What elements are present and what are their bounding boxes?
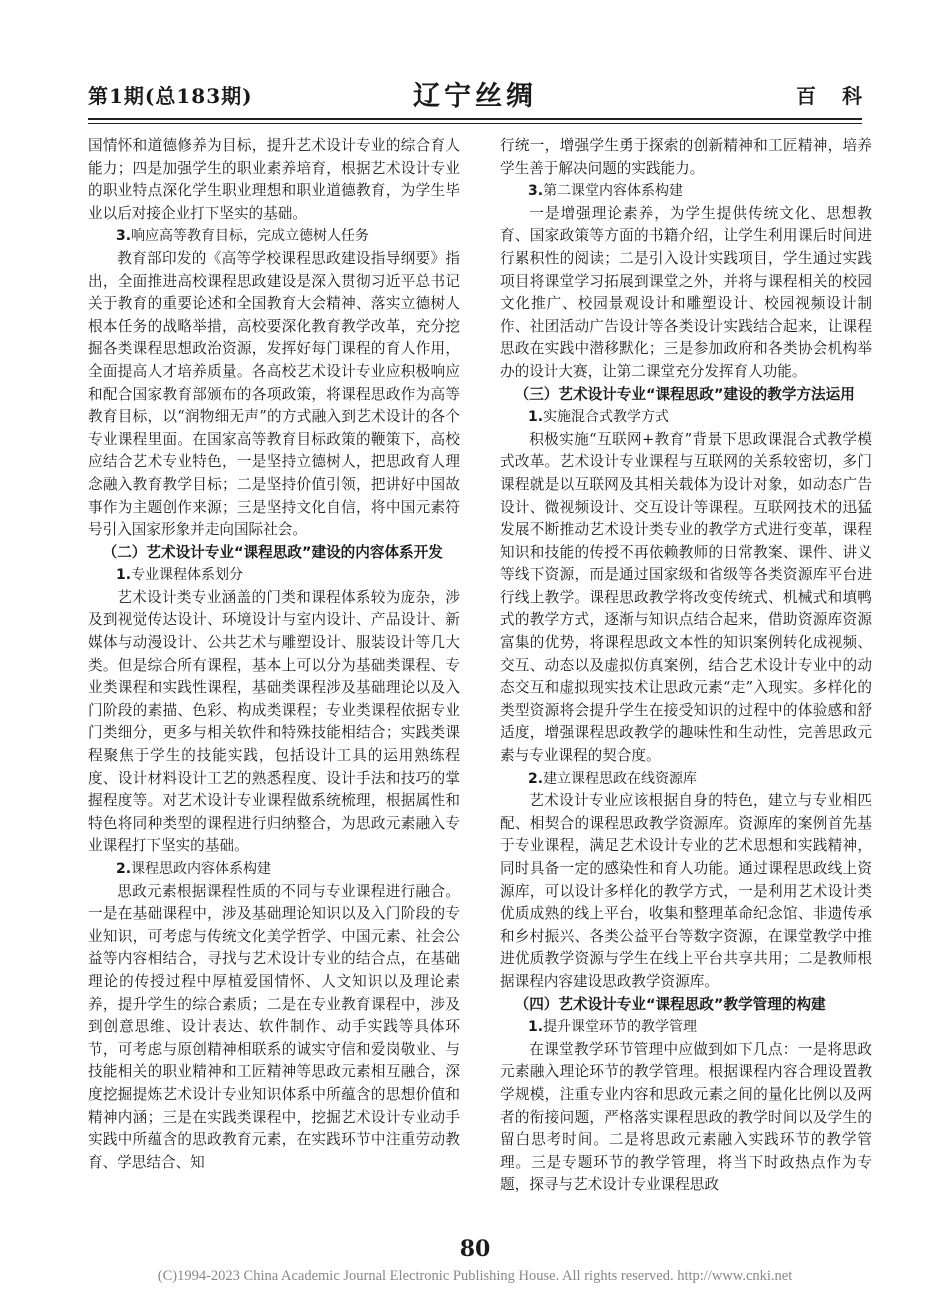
body-paragraph: 艺术设计专业应该根据自身的特色，建立与专业相匹配、相契合的课程思政教学资源库。资源库的案例首先基于专业课程，满足艺术设计专业的艺术思想和实践精神，同时具备一定的感染性和育人功能。通过课程思政线上资源库，可以设计多样化的教学方式，一是利用艺术设计类优质成熟的线上平台，收集和整理革命纪念馆、非遗传承和乡村振兴、各类公益平台等数字资源，在课堂教学中推进优质教学资源与学生在线上平台共享共用；二是教师根据课程内容建设思政教学资源库。	[500, 792, 872, 990]
body-paragraph: 艺术设计类专业涵盖的门类和课程体系较为庞杂，涉及到视觉传达设计、环境设计与室内设计、产品设计、新媒体与动漫设计、公共艺术与雕塑设计、服装设计等几大类。但是综合所有课程，基本上可以分为基础类课程、专业类课程和实践性课程，基础类课程涉及基础理论以及入门阶段的素描、色彩、构成类课程；专业类课程依据专业门类细分，更多与相关软件和特殊技能相结合；实践类课程聚焦于学生的技能实践，包括设计工具的运用熟练程度、设计材料设计工艺的熟悉程度、设计手法和技巧的掌握程度等。对艺术设计专业课程做系统梳理，根据属性和特色将同种类型的课程进行归纳整合，为思政元素融入专业课程打下坚实的基础。	[88, 588, 460, 855]
right-column	[500, 135, 872, 1197]
subsection-heading	[500, 768, 872, 791]
copyright-notice: (C)1994-2023 China Academic Journal Electronic Publishing House. All rights reserved. http://www.cnki.net	[157, 1268, 793, 1284]
subsection-title: 专业课程体系划分	[131, 567, 244, 584]
subsection-number: 3.	[528, 183, 544, 200]
subsection-number: 1.	[528, 1019, 544, 1036]
body-paragraph: 一是增强理论素养，为学生提供传统文化、思想教育、国家政策等方面的书籍介绍，让学生利用课后时间进行累积性的阅读；二是引入设计实践项目，学生通过实践项目将课堂学习拓展到课堂之外，并将与课程相关的校园文化推广、校园景观设计和雕塑设计、校园视频设计制作、社团活动广告设计等各类设计实践结合起来，让课程思政在实践中潜移默化；三是参加政府和各类协会机构举办的设计大赛，让第二课堂充分发挥育人功能。	[500, 204, 872, 380]
body-paragraph: 行统一，增强学生勇于探索的创新精神和工匠精神，培养学生善于解决问题的实践能力。	[500, 137, 872, 177]
subsection-title: 实施混合式教学方式	[543, 409, 670, 426]
body-paragraph: 在课堂教学环节管理中应做到如下几点：一是将思政元素融入理论环节的教学管理。根据课程内容合理设置教学规模，注重专业内容和思政元素之间的量化比例以及两者的衔接问题，严格落实课程思政的教学时间以及学生的留白思考时间。二是将思政元素融入实践环节的教学管理。三是专题环节的教学管理，将当下时政热点作为专题，探寻与艺术设计专业课程思政	[500, 1040, 872, 1194]
section-heading: （四）艺术设计专业“课程思政”教学管理的构建	[514, 995, 826, 1013]
subsection-heading	[88, 564, 460, 587]
subsection-heading	[500, 180, 872, 203]
section-heading: （三）艺术设计专业“课程思政”建设的教学方法运用	[514, 385, 855, 403]
subsection-heading	[500, 1016, 872, 1039]
subsection-title: 第二课堂内容体系构建	[543, 183, 684, 200]
subsection-title: 提升课堂环节的教学管理	[543, 1019, 698, 1036]
body-paragraph: 教育部印发的《高等学校课程思政建设指导纲要》指出，全面推进高校课程思政建设是深入贯彻习近平总书记关于教育的重要论述和全国教育大会精神、落实立德树人根本任务的战略举措，高校要深化教育教学改革，充分挖掘各类课程思想政治资源，发挥好每门课程的育人作用，全面提高人才培养质量。各高校艺术设计专业应积极响应和配合国家教育部颁布的各项政策，将课程思政作为高等教育目标，以“润物细无声”的方式融入到艺术设计的各个专业课程里面。在国家高等教育目标政策的鞭策下，高校应结合艺术专业特色，一是坚持立德树人，把思政育人理念融入教育教学目标；二是坚持价值引领，把讲好中国故事作为主题创作来源；三是坚持文化自信，将中国元素符号引入国家形象并走向国际社会。	[88, 249, 460, 539]
header-rule-thin	[88, 123, 862, 124]
section-label: 百科	[796, 84, 888, 108]
header-rule-thick	[88, 118, 862, 120]
subsection-title: 响应高等教育目标，完成立德树人任务	[131, 228, 370, 245]
body-paragraph: 国情怀和道德修养为目标，提升艺术设计专业的综合育人能力；四是加强学生的职业素养培育，根据艺术设计专业的职业特点深化学生职业理想和职业道德教育，为学生毕业以后对接企业打下坚实的基础。	[88, 137, 460, 222]
page-number: 80	[459, 1236, 491, 1262]
journal-title: 辽宁丝绸	[413, 81, 537, 112]
subsection-number: 2.	[528, 770, 544, 787]
subsection-number: 3.	[116, 228, 132, 245]
subsection-heading	[500, 406, 872, 429]
section-heading: （二）艺术设计专业“课程思政”建设的内容体系开发	[102, 543, 443, 561]
subsection-title: 课程思政内容体系构建	[131, 861, 272, 877]
subsection-heading	[88, 858, 460, 881]
subsection-number: 1.	[116, 567, 132, 584]
subsection-heading	[88, 225, 460, 248]
issue-label: 第1期(总183期)	[88, 84, 253, 108]
left-column	[88, 135, 460, 1174]
body-paragraph: 积极实施“互联网+教育”背景下思政课混合式教学模式改革。艺术设计专业课程与互联网的关系较密切，多门课程就是以互联网及其相关载体为设计对象，如动态广告设计、微视频设计、交互设计等课程。互联网技术的迅猛发展不断推动艺术设计类专业的教学方式进行变革，课程知识和技能的传授不再依赖教师的日常教案、课件、讲义等线下资源，而是通过国家级和省级等各类资源库平台进行线上教学。课程思政教学将改变传统式、机械式和填鸭式的教学方式，逐渐与知识点结合起来，借助资源库资源富集的优势，将课程思政文本性的知识案例转化成视频、交互、动态以及虚拟仿真案例，结合艺术设计专业中的动态交互和虚拟现实技术让思政元素“走”入现实。多样化的类型资源将会提升学生在接受知识的过程中的体验感和舒适度，增强课程思政教学的趣味性和生动性，完善思政元素与专业课程的契合度。	[500, 430, 872, 765]
subsection-title: 建立课程思政在线资源库	[543, 770, 698, 787]
subsection-number: 2.	[116, 861, 132, 877]
running-header	[88, 70, 888, 112]
subsection-number: 1.	[528, 409, 544, 426]
body-paragraph: 思政元素根据课程性质的不同与专业课程进行融合。一是在基础课程中，涉及基础理论知识以及入门阶段的专业知识，可考虑与传统文化美学哲学、中国元素、社会公益等内容相结合，寻找与艺术设计专业的结合点，在基础理论的传授过程中厚植爱国情怀、人文知识以及理论素养，提升学生的综合素质；二是在专业教育课程中，涉及到创意思维、设计表达、软件制作、动手实践等具体环节，可考虑与原创精神相联系的诚实守信和爱岗敬业、与技能相关的职业精神和工匠精神等思政元素相互融合，深度挖掘提炼艺术设计专业知识体系中所蕴含的思想价值和精神内涵；三是在实践类课程中，挖掘艺术设计专业动手实践中所蕴含的思政教育元素，在实践环节中注重劳动教育、学思结合、知	[88, 882, 460, 1171]
